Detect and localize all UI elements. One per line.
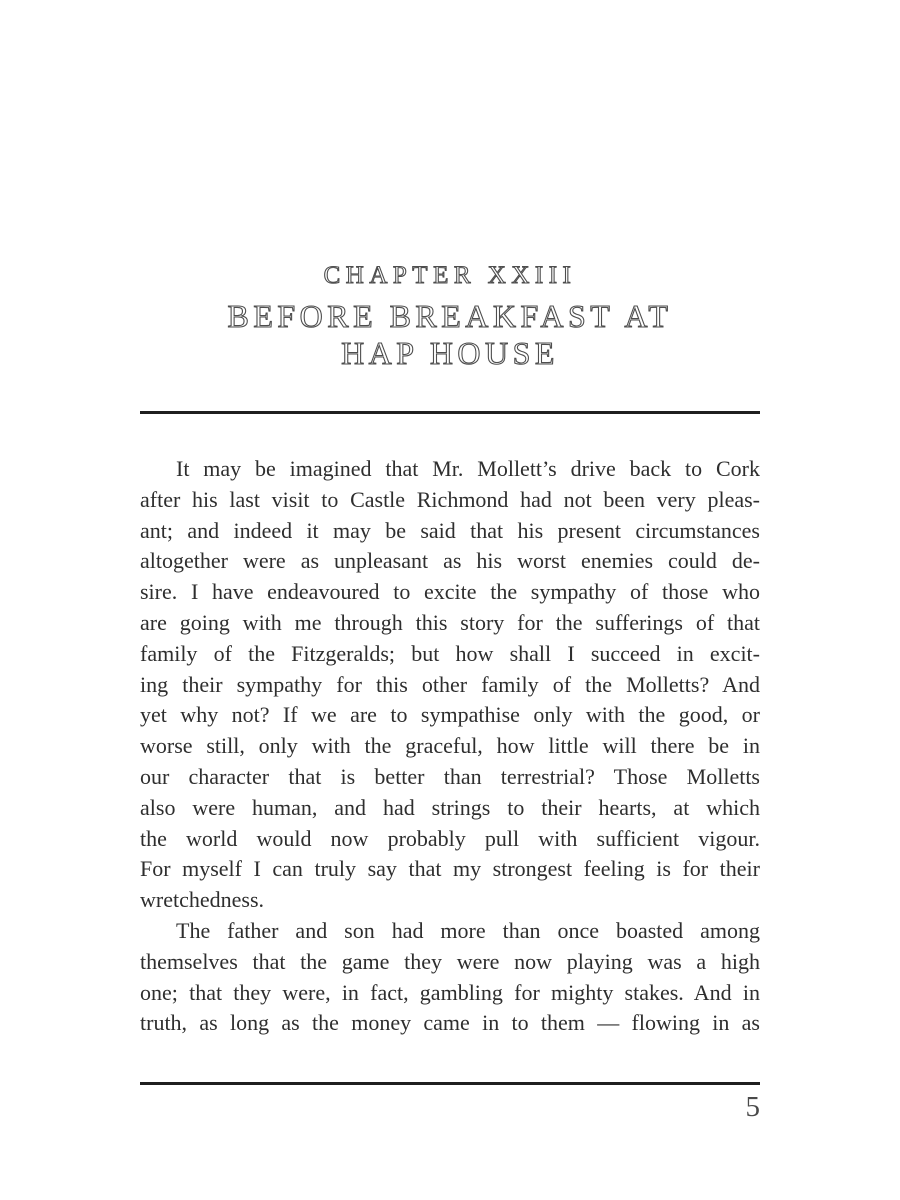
text-line: altogether were as unpleasant as his worst enemies could de- xyxy=(140,548,760,574)
text-line: It may be imagined that Mr. Mollett’s drive back to Cork xyxy=(176,456,760,481)
text-line: one; that they were, in fact, gambling for mighty stakes. And in xyxy=(140,979,760,1005)
text-line: also were human, and had strings to their hearts, at which xyxy=(140,794,760,820)
chapter-heading xyxy=(140,262,760,372)
page-number: 5 xyxy=(745,1091,760,1123)
body-text xyxy=(140,454,760,1039)
chapter-title-line1: BEFORE BREAKFAST AT xyxy=(227,298,673,334)
text-line: worse still, only with the graceful, how little will there be in xyxy=(140,733,760,759)
text-line: The father and son had more than once boasted among xyxy=(176,917,760,943)
text-line: wretchedness. xyxy=(140,887,265,913)
text-line: truth, as long as the money came in to them — flowing in as xyxy=(140,1010,760,1036)
text-line: yet why not? If we are to sympathise only with the good, or xyxy=(140,702,760,728)
paragraph xyxy=(140,916,760,1039)
text-line: family of the Fitzgeralds; but how shall I succeed in excit- xyxy=(140,640,760,666)
chapter-title-line2: HAP HOUSE xyxy=(341,335,559,371)
text-line: sire. I have endeavoured to excite the sympathy of those who xyxy=(140,579,760,605)
text-line: ing their sympathy for this other family of the Molletts? And xyxy=(140,671,760,697)
chapter-number: CHAPTER XXIII xyxy=(323,262,577,289)
top-rule xyxy=(140,411,760,414)
text-line: ant; and indeed it may be said that his present circumstances xyxy=(140,517,760,543)
text-line: after his last visit to Castle Richmond had not been very pleas- xyxy=(140,486,760,512)
text-line: the world would now probably pull with sufficient vigour. xyxy=(140,825,760,851)
bottom-rule xyxy=(140,1082,760,1085)
text-line: themselves that the game they were now playing was a high xyxy=(140,948,760,974)
text-line: For myself I can truly say that my strongest feeling is for their xyxy=(140,856,760,882)
text-line: are going with me through this story for the sufferings of that xyxy=(140,609,760,635)
paragraph xyxy=(140,454,760,916)
text-line: our character that is better than terrestrial? Those Molletts xyxy=(140,763,760,789)
